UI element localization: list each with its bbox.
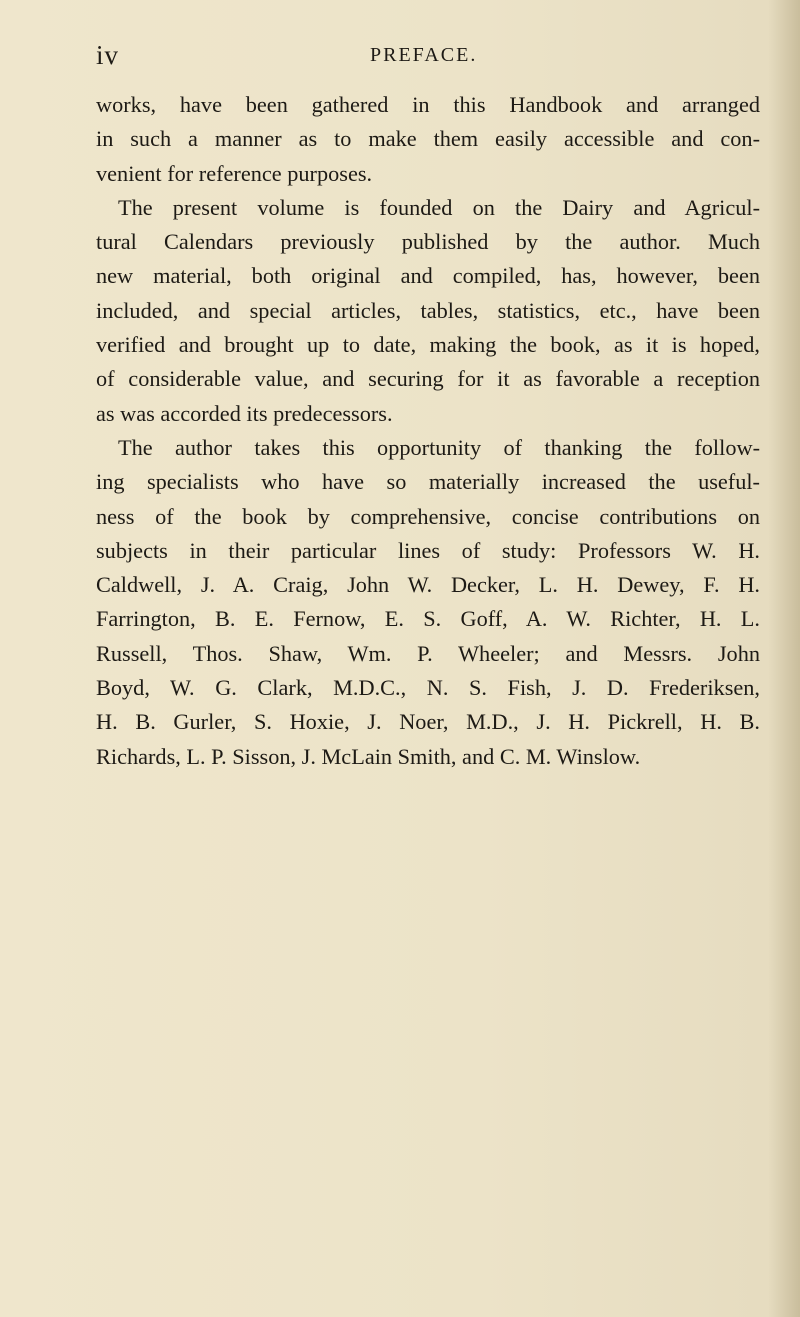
text-line: ness of the book by comprehensive, concise contributions on: [96, 503, 760, 529]
text-line: ing specialists who have so materially increased the useful-: [96, 469, 760, 495]
text-line: Richards, L. P. Sisson, J. McLain Smith, and C. M. Winslow.: [96, 743, 641, 769]
text-line: The author takes this opportunity of thanking the follow-: [118, 434, 760, 460]
text-line: of considerable value, and securing for it as favorable a reception: [96, 366, 760, 392]
text-line: verified and brought up to date, making the book, as it is hoped,: [96, 332, 760, 358]
text-line: venient for reference purposes.: [96, 160, 373, 186]
text-line: The present volume is founded on the Dairy and Agricul-: [118, 194, 760, 220]
text-line: subjects in their particular lines of study: Professors W. H.: [96, 537, 760, 563]
text-line: in such a manner as to make them easily accessible and con-: [96, 126, 760, 152]
text-line: works, have been gathered in this Handbook and arranged: [96, 92, 760, 117]
preface-text: [96, 88, 760, 774]
text-line: as was accorded its predecessors.: [96, 400, 393, 426]
text-line: new material, both original and compiled, has, however, been: [96, 263, 760, 289]
text-line: included, and special articles, tables, statistics, etc., have been: [96, 297, 760, 323]
page-header: [0, 40, 800, 80]
page-number: iv: [96, 40, 120, 70]
text-line: Boyd, W. G. Clark, M.D.C., N. S. Fish, J. D. Frederiksen,: [96, 675, 760, 701]
text-line: Russell, Thos. Shaw, Wm. P. Wheeler; and Messrs. John: [96, 640, 760, 666]
text-line: Caldwell, J. A. Craig, John W. Decker, L. H. Dewey, F. H.: [96, 572, 760, 598]
running-head: PREFACE.: [370, 44, 478, 66]
text-line: H. B. Gurler, S. Hoxie, J. Noer, M.D., J. H. Pickrell, H. B.: [96, 709, 760, 735]
text-line: Farrington, B. E. Fernow, E. S. Goff, A. W. Richter, H. L.: [96, 606, 760, 632]
text-line: tural Calendars previously published by the author. Much: [96, 229, 760, 255]
